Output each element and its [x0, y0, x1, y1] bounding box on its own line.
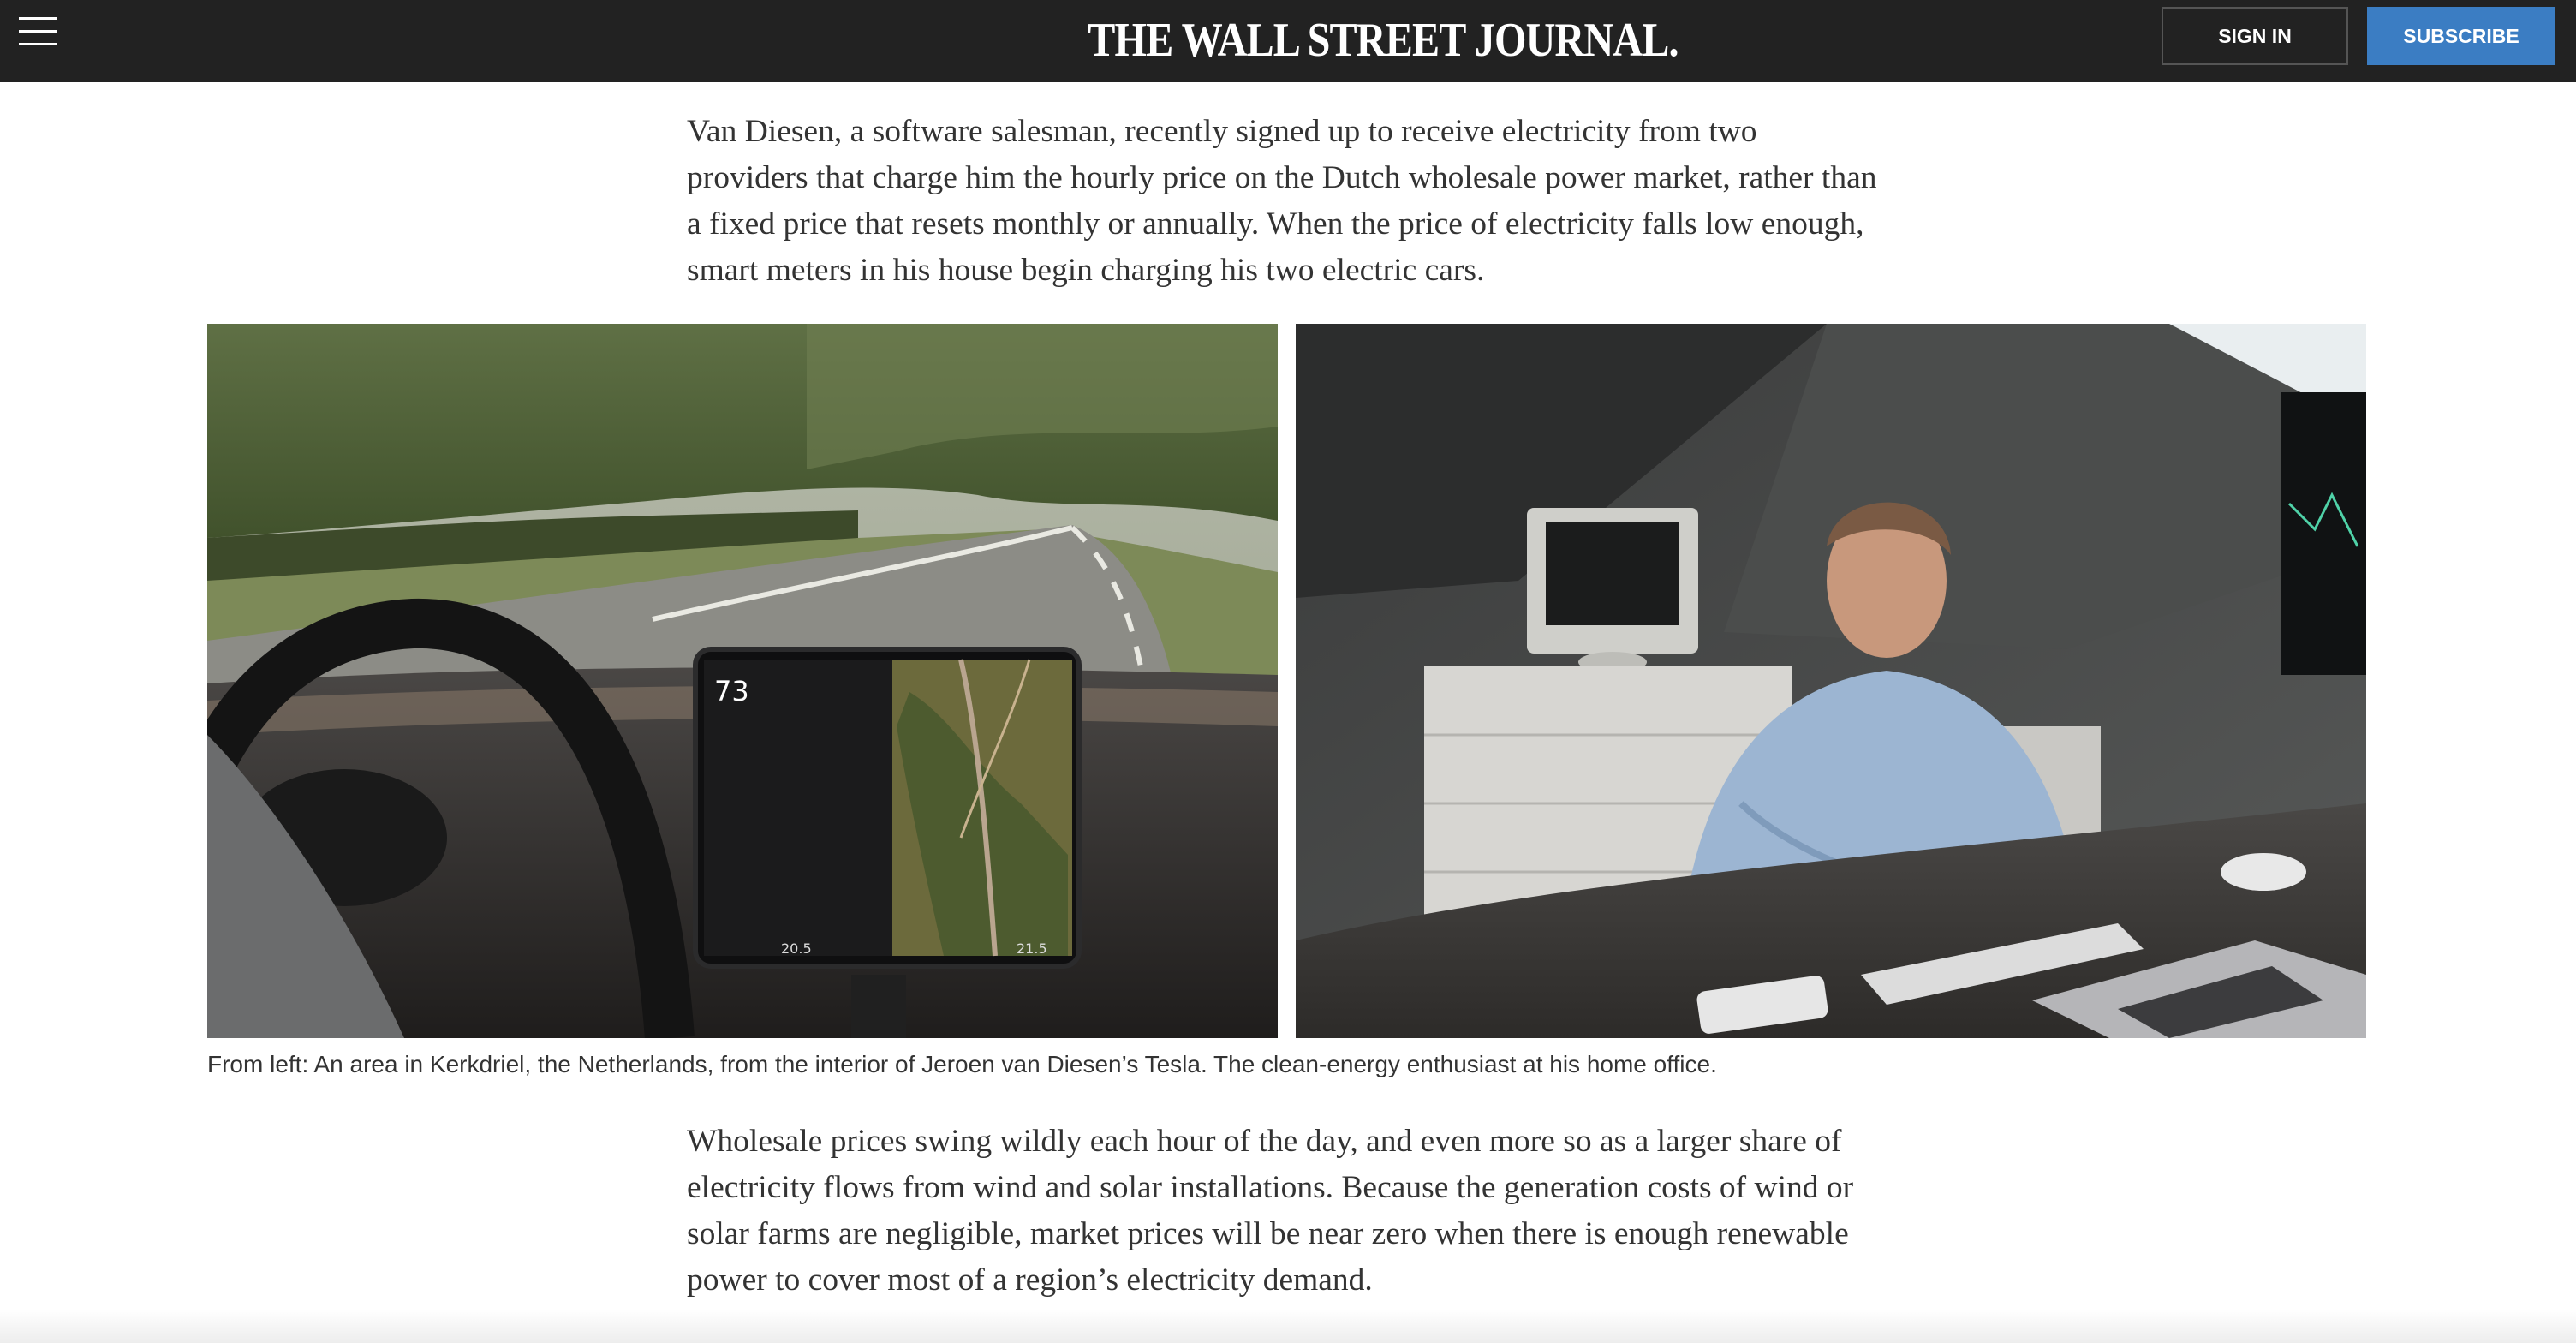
photo-home-office — [1296, 324, 2366, 1038]
menu-line — [19, 43, 57, 45]
photo-caption: From left: An area in Kerkdriel, the Netherlands, from the interior of Jeroen van Diesen’s Tesla. The clean-energy enthusiast at his home office. — [207, 1051, 1717, 1077]
subscribe-button[interactable]: SUBSCRIBE — [2367, 7, 2555, 65]
tesla-temp-right: 21.5 — [1017, 940, 1047, 957]
top-navigation-bar — [0, 0, 2576, 82]
wsj-logo[interactable]: THE WALL STREET JOURNAL. — [1088, 14, 1679, 67]
menu-line — [19, 17, 57, 20]
photo-tesla-interior — [207, 324, 1278, 1038]
tesla-speed: 73 — [714, 675, 749, 707]
tesla-temp-left: 20.5 — [781, 940, 812, 957]
article-paragraph: Van Diesen, a software salesman, recently signed up to receive electricity from two providers that charge him the hourly price on the Dutch wholesale power market, rather than a fixed price that resets monthly or annually. When the price of electricity falls low enough, smart meters in his house begin charging his two electric cars. — [687, 114, 1877, 288]
sign-in-button[interactable]: SIGN IN — [2162, 7, 2348, 65]
article-paragraph: Wholesale prices swing wildly each hour of the day, and even more so as a larger share of electricity flows from wind and solar installations. Because the generation costs of wind or solar farms are negligible, market prices will be near zero when there is enough renewable power to cover most of a region’s electricity demand. — [687, 1124, 1854, 1298]
bottom-fade — [0, 1309, 2576, 1343]
menu-line — [19, 30, 57, 33]
hamburger-menu-icon[interactable] — [19, 15, 57, 48]
